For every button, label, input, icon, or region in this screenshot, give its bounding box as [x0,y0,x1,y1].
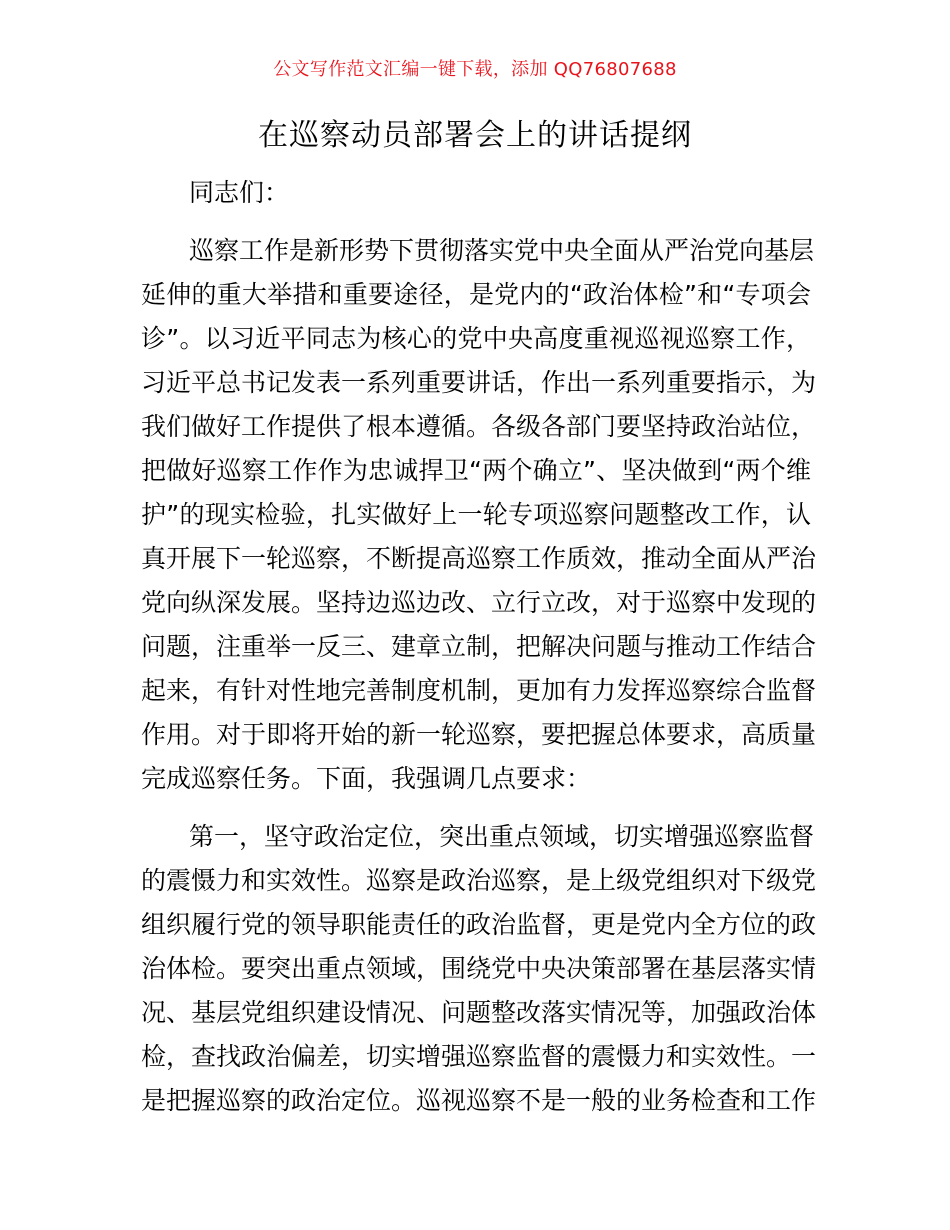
paragraph-gap [141,801,811,815]
text-line: 起来，有针对性地完善制度机制，更加有力发挥巡察综合监督 [141,676,817,705]
paragraph-first-point [141,815,817,1123]
text-line: 延伸的重大举措和重要途径，是党内的“政治体检”和“专项会 [141,280,811,309]
text-line: 检，查找政治偏差，切实增强巡察监督的震慑力和实效性。一 [141,1042,817,1071]
salutation: 同志们： [189,178,290,207]
text-line: 巡察工作是新形势下贯彻落实党中央全面从严治党向基层 [189,236,815,265]
text-line: 党向纵深发展。坚持边巡边改、立行立改，对于巡察中发现的 [141,588,817,617]
text-line: 问题，注重举一反三、建章立制，把解决问题与推动工作结合 [141,632,817,661]
paragraph-gap [141,215,811,229]
document-title: 在巡察动员部署会上的讲话提纲 [258,118,692,153]
paragraph-intro [141,229,817,801]
document-body [141,171,817,1123]
text-line: 组织履行党的领导职能责任的政治监督，更是党内全方位的政 [141,910,817,939]
text-line: 的震慑力和实效性。巡察是政治巡察，是上级党组织对下级党 [141,866,817,895]
text-line: 习近平总书记发表一系列重要讲话，作出一系列重要指示，为 [141,368,817,397]
text-line: 把做好巡察工作作为忠诚捍卫“两个确立”、坚决做到“两个维 [141,456,811,485]
text-line: 诊”。以习近平同志为核心的党中央高度重视巡视巡察工作， [141,324,811,353]
text-line: 第一，坚守政治定位，突出重点领域，切实增强巡察监督 [189,822,815,851]
text-line: 完成巡察任务。下面，我强调几点要求： [141,764,592,793]
text-line: 治体检。要突出重点领域，围绕党中央决策部署在基层落实情 [141,954,817,983]
text-line: 况、基层党组织建设情况、问题整改落实情况等，加强政治体 [141,998,817,1027]
text-line: 我们做好工作提供了根本遵循。各级各部门要坚持政治站位， [141,412,817,441]
text-line: 护”的现实检验，扎实做好上一轮专项巡察问题整改工作，认 [141,500,811,529]
download-banner: 公文写作范文汇编一键下载，添加 QQ76807688 [273,59,677,80]
text-line: 是把握巡察的政治定位。巡视巡察不是一般的业务检查和工作 [141,1086,817,1115]
text-line: 作用。对于即将开始的新一轮巡察，要把握总体要求，高质量 [141,720,817,749]
text-line: 真开展下一轮巡察，不断提高巡察工作质效，推动全面从严治 [141,544,817,573]
